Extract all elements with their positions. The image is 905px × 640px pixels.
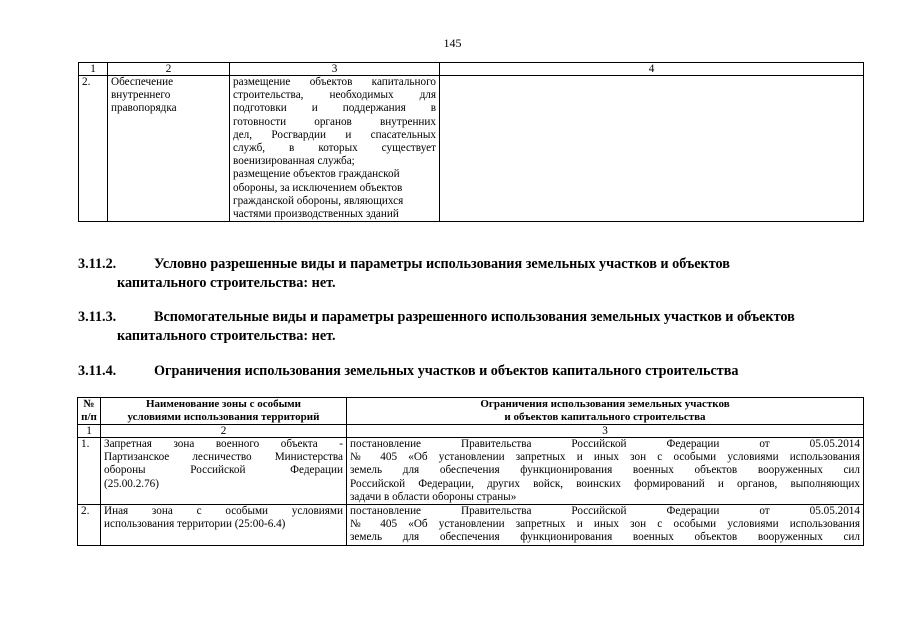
header-restrictions xyxy=(347,398,864,425)
text-line: обороны Российской Федерации xyxy=(104,464,343,477)
parameters-cell xyxy=(440,76,864,222)
text-line: (25.00.2.76) xyxy=(104,477,159,490)
section-title-continued: капитального строительства: нет. xyxy=(117,275,336,291)
header-line: Ограничения использования земельных участков xyxy=(480,398,730,410)
row-number: 1. xyxy=(78,438,101,505)
restriction-text xyxy=(347,505,864,546)
column-number: 2 xyxy=(108,63,230,76)
zone-name xyxy=(101,438,347,505)
row-number: 2. xyxy=(79,76,108,222)
text-line: внутреннего xyxy=(111,89,171,102)
column-number: 3 xyxy=(347,425,864,438)
text-line: Российской Федерации, других войск, воинских формирований и органов, выполняющих xyxy=(350,477,860,490)
table-row xyxy=(78,438,864,505)
text-line: № 405 «Об установлении запретных и иных зон с особыми условиями использования xyxy=(350,518,860,531)
text-line: дел, Росгвардии и спасательных xyxy=(233,128,436,141)
row-number: 2. xyxy=(78,505,101,546)
text-line: служб, в которых существует xyxy=(233,142,436,155)
section-number: 3.11.2. xyxy=(78,256,117,272)
header-number xyxy=(78,398,101,425)
column-number: 1 xyxy=(78,425,101,438)
text-line: Партизанское лесничество Министерства xyxy=(104,451,343,464)
column-number-row xyxy=(78,425,864,438)
text-line: подготовки и поддержания в xyxy=(233,102,436,115)
table-row xyxy=(78,505,864,546)
table-header-row xyxy=(78,398,864,425)
text-line: использования территории (25:00-6.4) xyxy=(104,518,286,531)
header-line: условиями использования территорий xyxy=(127,411,320,423)
column-number: 2 xyxy=(101,425,347,438)
text-line: строительства, необходимых для xyxy=(233,89,436,102)
text-line: обороны, за исключением объектов xyxy=(233,181,403,194)
text-line: готовности органов внутренних xyxy=(233,115,436,128)
header-zone-name xyxy=(101,398,347,425)
text-line: военизированная служба; xyxy=(233,155,355,168)
section-heading-3-11-3 xyxy=(78,308,858,346)
column-number: 3 xyxy=(230,63,440,76)
section-heading-3-11-4 xyxy=(78,362,858,381)
use-type-name xyxy=(108,76,230,222)
text-line: задачи в области обороны страны» xyxy=(350,490,517,503)
header-line: Наименование зоны с особыми xyxy=(145,398,302,410)
column-number-row xyxy=(79,63,864,76)
text-line: гражданской обороны, являющихся xyxy=(233,194,404,207)
text-line: Иная зона с особыми условиями xyxy=(104,505,343,518)
zone-name xyxy=(101,505,347,546)
section-title: Ограничения использования земельных участков и объектов капитального строительства xyxy=(154,363,739,379)
header-line: № xyxy=(83,398,95,410)
text-line: частями производственных зданий xyxy=(233,208,399,221)
text-line: размещение объектов капитального xyxy=(233,76,436,88)
use-type-description xyxy=(230,76,440,222)
text-line: постановление Правительства Российской Федерации от 05.05.2014 xyxy=(350,438,860,450)
text-line: земель для обеспечения функционирования военных объектов вооруженных сил xyxy=(350,531,860,544)
text-line: правопорядка xyxy=(111,102,177,115)
section-number: 3.11.3. xyxy=(78,309,117,325)
restrictions-table xyxy=(77,397,864,546)
column-number: 4 xyxy=(440,63,864,76)
section-title: Условно разрешенные виды и параметры использования земельных участков и объектов xyxy=(154,256,730,272)
section-title-continued: капитального строительства: нет. xyxy=(117,328,336,344)
section-heading-3-11-2 xyxy=(78,255,858,293)
page-number: 145 xyxy=(443,36,462,50)
text-line: Обеспечение xyxy=(111,76,174,88)
text-line: земель для обеспечения функционирования военных объектов вооруженных сил xyxy=(350,464,860,477)
text-line: Запретная зона военного объекта - xyxy=(104,438,343,450)
text-line: размещение объектов гражданской xyxy=(233,168,400,181)
land-use-table-continuation xyxy=(78,62,864,222)
section-number: 3.11.4. xyxy=(78,363,117,379)
restriction-text xyxy=(347,438,864,505)
header-line: и объектов капитального строительства xyxy=(504,411,706,423)
text-line: постановление Правительства Российской Федерации от 05.05.2014 xyxy=(350,505,860,518)
column-number: 1 xyxy=(79,63,108,76)
text-line: № 405 «Об установлении запретных и иных зон с особыми условиями использования xyxy=(350,451,860,464)
header-line: п/п xyxy=(81,411,97,423)
section-title: Вспомогательные виды и параметры разрешенного использования земельных участков и объектов xyxy=(154,309,795,325)
table-row xyxy=(79,76,864,222)
